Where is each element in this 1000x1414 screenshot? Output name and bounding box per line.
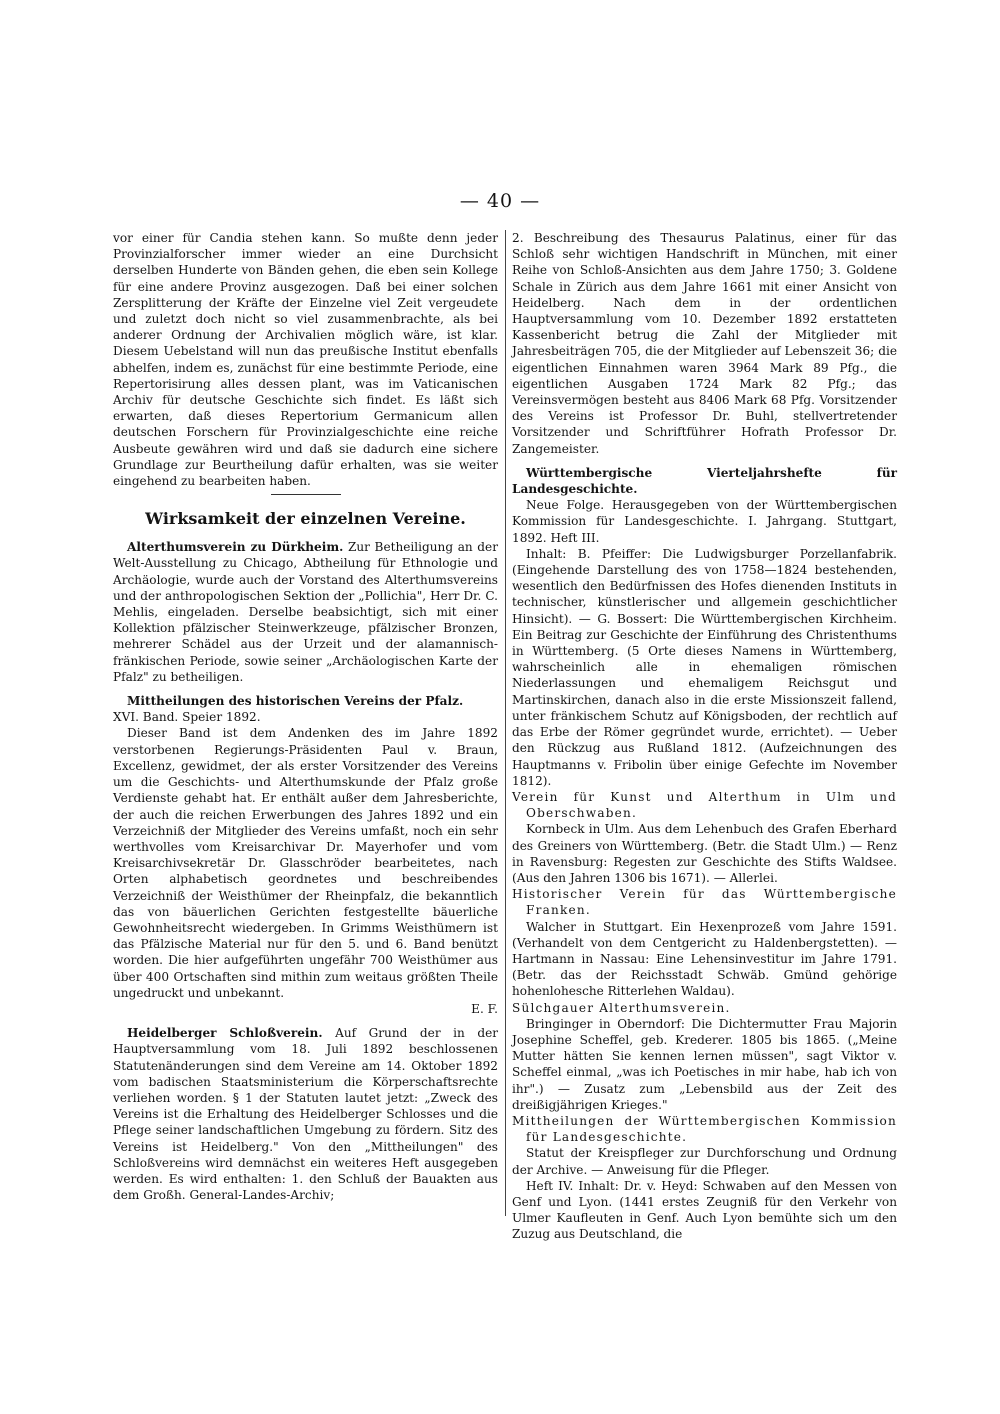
entry-heidelberg xyxy=(113,1025,498,1203)
entry-title-duerkheim: Alterthumsverein zu Dürkheim. xyxy=(127,540,344,555)
entry-title-suelchgau: Sülchgauer Alterthumsverein. xyxy=(512,1000,731,1015)
entry-text-pfalz: Dieser Band ist dem Andenken des im Jahre 1892 verstorbenen Regierungs-Präsidenten Paul v. Braun, Excellenz, gewidmet, der als erster Vorsitzender des Vereins um die Geschichts- und Alterthumskunde der Pfalz große Verdienste gehabt hat. Er enthält außer dem Jahresberichte, der auch die reichen Erwerbungen des Jahres 1892 und ein Verzeichniß der Mitglieder des Vereins umfaßt, noch ein sehr werthvolles vom Kreisarchivar Dr. Mayerhofer und vom Kreisarchivsekretär Dr. Glasschröder bearbeitetes, nach Orten alphabetisch geordnetes und beschreibendes Verzeichniß der Weisthümer der Rheinpfalz, die bekanntlich das von bäuerlichen Gerichten festgestellte bäuerliche Gewohnheitsrecht wiedergeben. In Grimms Weisthümern ist das Pfälzische Material nur für den 5. und 6. Band benützt worden. Die hier aufgeführten ungefähr 700 Weisthümer aus über 400 Ortschaften sind mithin zum weitaus größten Theile ungedruckt und unbekannt. xyxy=(113,726,498,1000)
entry-title-wuerttemberg-hefte: Württembergische Vierteljahrshefte für Landesgeschichte. xyxy=(512,465,897,497)
entry-text-suelchgau: Bringinger in Oberndorf: Die Dichtermutter Frau Majorin Josephine Scheffel, geb. Krederer. 1805 bis 1865. („Meine Mutter hätten Sie kennen lernen müssen", sagt Viktor v. Scheffel einmal, „was ich Poetisches in mir habe, hab ich von ihr".) — Zusatz zum „Lebensbild aus der Zeit des dreißigjährigen Krieges." xyxy=(512,1016,897,1112)
entry-subtitle-pfalz: XVI. Band. Speier 1892. xyxy=(113,710,261,725)
entry-title-kommission: Mittheilungen der Württembergischen Kommission für Landesgeschichte. xyxy=(512,1113,897,1145)
entry-text-duerkheim: Zur Betheiligung an der Welt-Ausstellung zu Chicago, Abtheilung für Ethnologie und Archäologie, wurde auch der Vorstand des Alterthumsvereins und der anthropologischen Sektion der „Pollichia", Herr Dr. C. Mehlis, eingeladen. Derselbe beabsichtigt, sich mit einer Kollektion pfälzischer Steinwerkzeuge, pfälzischer Bronzen, mehrerer Schädel aus der Urzeit und der alamannisch-fränkischen Periode, sowie seiner „Archäologischen Karte der Pfalz" zu betheiligen. xyxy=(113,540,498,684)
entry-text-heidelberg: Auf Grund der in der Hauptversammlung vom 18. Juli 1892 beschlossenen Statutenänderungen sind dem Vereine am 14. Oktober 1892 vom badischen Staatsministerium die Körperschaftsrechte verliehen worden. § 1 der Statuten lautet jetzt: „Zweck des Vereins ist die Erhaltung des Heidelberger Schlosses und die Pflege seiner landschaftlichen Umgebung zu fördern. Sitz des Vereins ist Heidelberg." Von den „Mittheilungen" des Schloßvereins wird demnächst ein weiteres Heft ausgegeben werden. Es wird enthalten: 1. den Schluß der Bauakten aus dem Großh. General-Landes-Archiv; xyxy=(113,1026,499,1203)
column-rule xyxy=(505,230,506,1216)
entry-text-wuerttemberg-hefte: Inhalt: B. Pfeiffer: Die Ludwigsburger Porzellanfabrik. (Eingehende Darstellung des von 1758—1824 bestehenden, wesentlich den Bedürfnissen des Hofes dienenden Instituts in technischer, künstlerischer und allgemein geschichtlicher Hinsicht). — G. Bossert: Die Württembergischen Kirchheim. Ein Beitrag zur Geschichte der Einführung des Christenthums in Württemberg. (5 Orte dieses Namens in Württemberg, wahrscheinlich alle in ehemaligen römischen Niederlassungen und ehemaligem Reichsgut und Martinskirchen, danach also in die erste Missionszeit fallend, unter fränkischem Schutz auf Königsboden, der rechtlich auf das Erbe der Römer gegründet wurde, errichtet). — Ueber den Rückzug aus Rußland 1812. (Aufzeichnungen des Hauptmanns v. Fribolin über einige Gefechte im November 1812). xyxy=(512,546,897,788)
entry-text-kommission-heft: Heft IV. Inhalt: Dr. v. Heyd: Schwaben auf den Messen von Genf und Lyon. (1441 erstes Zeugniß für den Verkehr von Ulmer Kaufleuten in Genf. Auch Lyon bemühte sich um den Zuzug aus Deutschland, die xyxy=(512,1178,897,1242)
entry-title-pfalz: Mittheilungen des historischen Vereins der Pfalz. xyxy=(127,694,464,709)
paragraph-heidelberg-continued: 2. Beschreibung des Thesaurus Palatinus, einer für das Schloß sehr wichtigen Handschrift in München, mit einer Reihe von Schloß-Ansichten aus dem Jahre 1750; 3. Goldene Schale in Zürich aus dem Jahre 1661 mit einer Ansicht von Heidelberg. Nach dem in der ordentlichen Hauptversammlung vom 10. Dezember 1892 erstatteten Kassenbericht betrug die Zahl der Mitglieder mit Jahresbeiträgen 705, die der Mitglieder auf Lebenszeit 36; die eigentlichen Einnahmen waren 3964 Mark 89 Pfg., die eigentlichen Ausgaben 1724 Mark 82 Pfg.; das Vereinsvermögen besteht aus 8406 Mark 68 Pfg. Vorsitzender des Vereins ist Professor Dr. Buhl, stellvertretender Vorsitzender und Schriftführer Hofrath Professor Dr. Zangemeister. xyxy=(512,231,897,456)
entry-title-franken: Historischer Verein für das Württembergische Franken. xyxy=(512,887,897,918)
entry-text-franken: Walcher in Stuttgart. Ein Hexenprozeß vom Jahre 1591. (Verhandelt von dem Centgericht zu Haldenbergstetten). — Hartmann in Nassau: Eine Lehensinvestitur im Jahre 1791. (Betr. das der Reichsstadt Schwäb. Gmünd gehörige hohenlohesche Ritterlehen Waldau). xyxy=(512,919,897,999)
entry-text-kommission: Statut der Kreispfleger zur Durchforschung und Ordnung der Archive. — Anweisung für die Pfleger. xyxy=(512,1146,897,1177)
section-divider xyxy=(271,494,341,495)
entry-title-heidelberg: Heidelberger Schloßverein. xyxy=(127,1026,323,1041)
section-title: Wirksamkeit der einzelnen Vereine. xyxy=(145,509,466,529)
right-column xyxy=(512,230,897,1243)
entry-title-ulm: Verein für Kunst und Alterthum in Ulm und Oberschwaben. xyxy=(512,789,897,821)
entry-subtitle-wuerttemberg-hefte: Neue Folge. Herausgegeben von der Württembergischen Kommission für Landesgeschichte. I. Jahrgang. Stuttgart, 1892. Heft III. xyxy=(512,498,897,545)
entry-duerkheim xyxy=(113,539,498,685)
entry-text-ulm: Kornbeck in Ulm. Aus dem Lehenbuch des Grafen Eberhard des Greiners von Württemberg. (Betr. die Stadt Ulm.) — Renz in Ravensburg: Regesten zur Geschichte des Stifts Waldsee. (Aus den Jahren 1306 bis 1671). — Allerlei. xyxy=(512,822,897,885)
entry-signature-pfalz: E. F. xyxy=(471,1001,498,1016)
left-column xyxy=(113,230,498,1203)
page-number: — 40 — xyxy=(459,190,541,212)
paragraph-archive-intro: vor einer für Candia stehen kann. So mußte denn jeder Provinzialforscher immer wieder an eine Durchsicht derselben Hunderte von Bänden gehen, die eben sein Kollege für eine andere Provinz ausgezogen. Daß bei einer solchen Zersplitterung der Kräfte der Einzelne viel Zeit vergeudete und zuletzt doch nicht so viel zusammenbrachte, als bei anderer Ordnung der Archivalien möglich wäre, ist klar. Diesem Uebelstand will nun das preußische Institut ebenfalls abhelfen, indem es, zunächst für eine bestimmte Periode, eine Repertorisirung alles dessen plant, was im Vaticanischen Archiv für deutsche Geschichte sich findet. Es läßt sich erwarten, daß dieses Repertorium Germanicum allen deutschen Forschern für Provinzialgeschichte eine reiche Ausbeute gewähren wird und daß sie dadurch eine sichere Grundlage zur Beurtheilung dafür erhalten, was sie weiter eingehend zu bearbeiten haben. xyxy=(113,231,498,489)
